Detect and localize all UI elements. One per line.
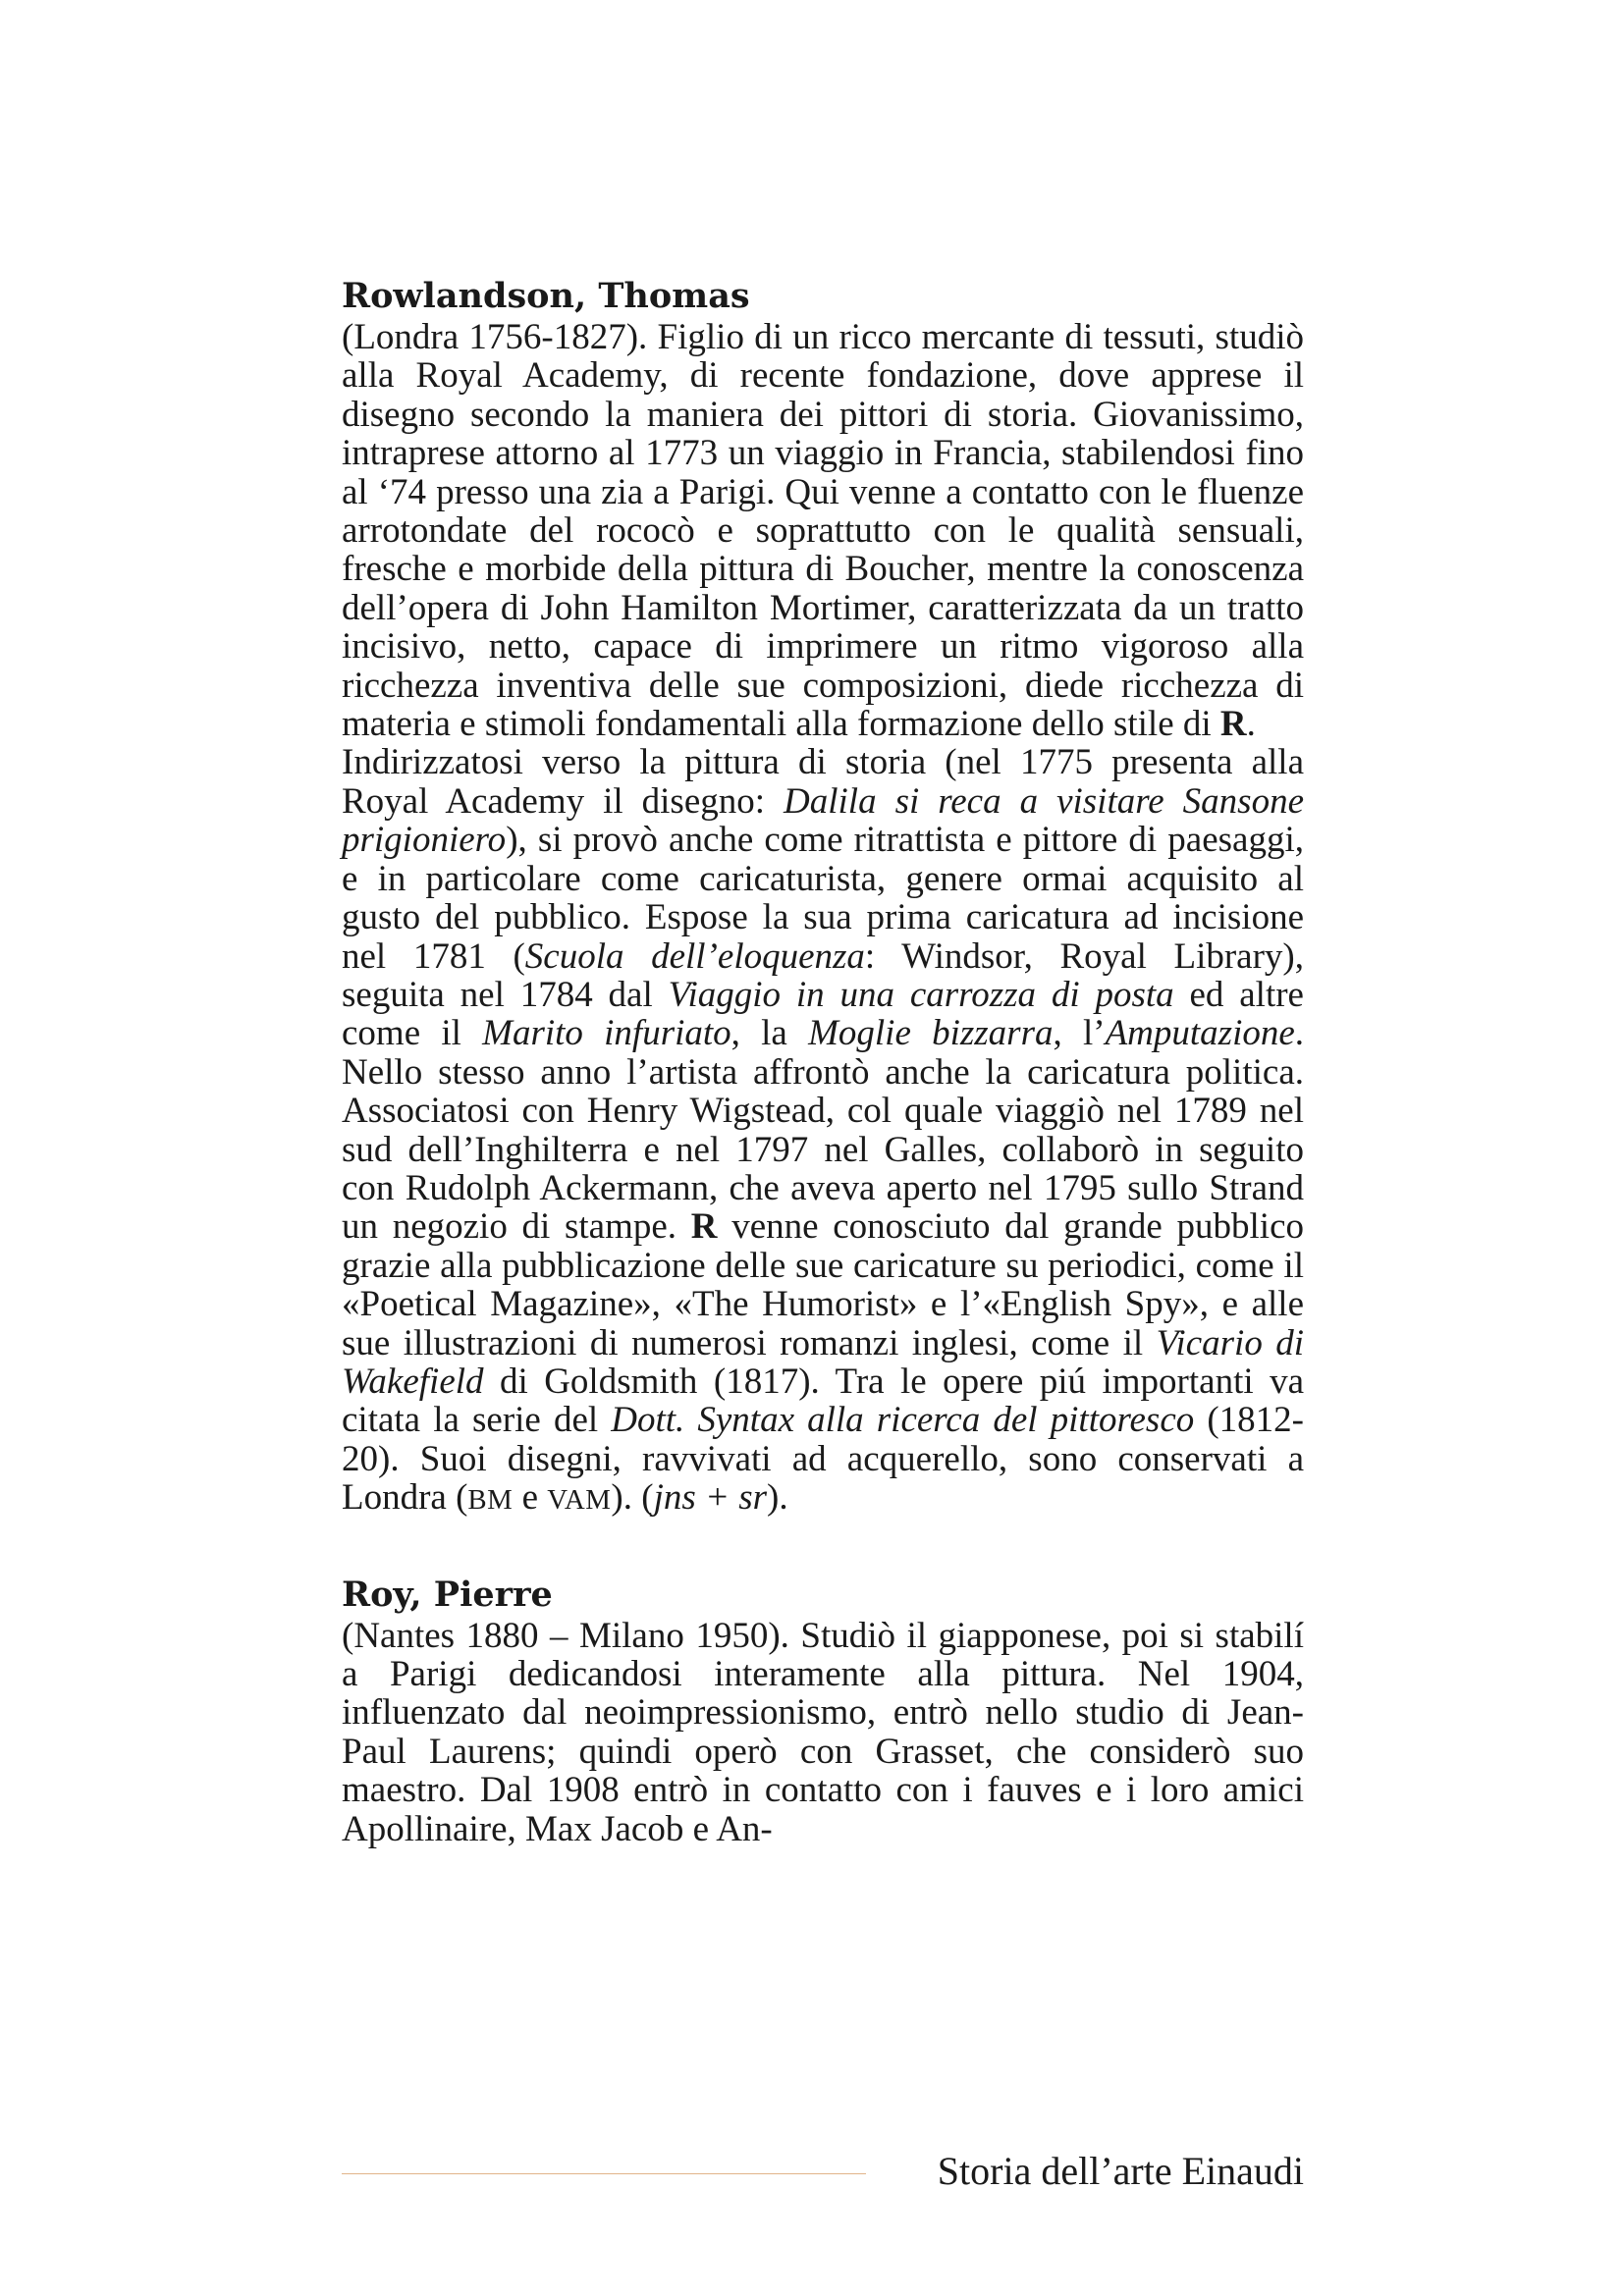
italic-run: Marito infuriato [482,1013,731,1054]
italic-run: Dott. Syntax alla ricerca del pittoresco [611,1400,1195,1441]
page-content [342,275,1304,1901]
italic-run: Scuola dell’eloquenza [524,935,865,977]
italic-run: Dalila si reca a visitare Sansone prigioniero [342,780,1305,861]
italic-run: jns + sr [653,1477,768,1519]
text-run: , la [730,1013,809,1054]
italic-run: Viaggio in una carrozza di posta [668,974,1174,1015]
text-run: . Nello stesso anno l’artista affrontò anche la caricatura politica. Associatosi con Henry Wigstead, col quale viaggiò nel 1789 nel sud dell’Inghilterra e nel 1797 nel Galles, collaborò in seguito con Rudolph Ackermann, che aveva aperto nel 1795 sullo Strand un negozio di stampe. [342,1013,1305,1248]
text-run: (1812-20). Suoi disegni, ravvivati ad acquerello, sono conservati a Londra ( [342,1400,1304,1519]
entry-roy [342,1574,1304,1848]
italic-run: Amputazione [1105,1013,1295,1054]
text-run: ed altre come il [342,974,1304,1054]
text-run: (Londra 1756-1827). Figlio di un ricco mercante di tessuti, studiò alla Royal Academy, di recente fondazione, dove apprese il disegno secondo la maniera dei pittori di storia. Giovanissimo, intraprese attorno al 1773 un viaggio in Francia, stabilendosi fino al ‘74 presso una zia a Parigi. Qui venne a contatto con le fluenze arrotondate del rococò e soprattutto con le qualità sensuali, fresche e morbide della pittura di Boucher, mentre la conoscenza dell’opera di John Hamilton Mortimer, caratterizzata da un tratto incisivo, netto, capace di imprimere un ritmo vigoroso alla ricchezza inventiva delle sue composizioni, diede ricchezza di materia e stimoli fondamentali alla formazione dello stile di [342,317,1304,745]
text-run: venne conosciuto dal grande pubblico grazie alla pubblicazione delle sue caricature su periodici, come il «Poetical Magazine», «The Humorist» e l’«English Spy», e alle sue illustrazioni di numerosi romanzi inglesi, come il [342,1206,1304,1363]
text-run: e [513,1477,548,1519]
entry-rowlandson [342,275,1304,1521]
footer-publication: Storia dell’arte Einaudi [937,2149,1304,2193]
text-run: (Nantes 1880 – Milano 1950). Studiò il giapponese, poi si stabilí a Parigi dedicandosi interamente alla pittura. Nel 1904, influenzato dal neoimpressionismo, entrò nello studio di Jean-Paul Laurens; quindi operò con Grasset, che considerò suo maestro. Dal 1908 entrò in contatto con i fauves e i loro amici Apollinaire, Max Jacob e An- [342,1615,1304,1849]
entry-title: Roy, Pierre [342,1574,553,1615]
bold-run: R [690,1206,718,1248]
bold-run: R [1219,704,1247,745]
text-run: ), si provò anche come ritrattista e pittore di paesaggi, e in particolare come caricaturista, genere ormai acquisito al gusto del pubblico. Espose la sua prima caricatura ad incisione nel 1781 ( [342,820,1304,977]
entry-paragraph [342,318,1304,743]
text-run: : Windsor, Royal Library), seguita nel 1784 dal [342,935,1305,1015]
entry-paragraph [342,1617,1304,1848]
text-run: Indirizzatosi verso la pittura di storia (nel 1775 presenta alla Royal Academy il disegno: [342,742,1304,822]
text-run: di Goldsmith (1817). Tra le opere piú importanti va citata la serie del [342,1361,1304,1441]
italic-run: Moglie bizzarra [808,1013,1054,1054]
small-caps-run: BM [467,1484,514,1517]
entry-paragraph [342,743,1304,1520]
italic-run: Vicario di Wakefield [342,1322,1304,1402]
text-run: ). [767,1477,788,1519]
entry-title: Rowlandson, Thomas [342,276,750,316]
page-footer [342,2146,1304,2197]
footer-rule [342,2173,866,2174]
text-run: , l’ [1053,1013,1106,1054]
text-run: . [1246,704,1256,745]
small-caps-run: VAM [547,1484,612,1517]
text-run: ). ( [611,1477,654,1519]
